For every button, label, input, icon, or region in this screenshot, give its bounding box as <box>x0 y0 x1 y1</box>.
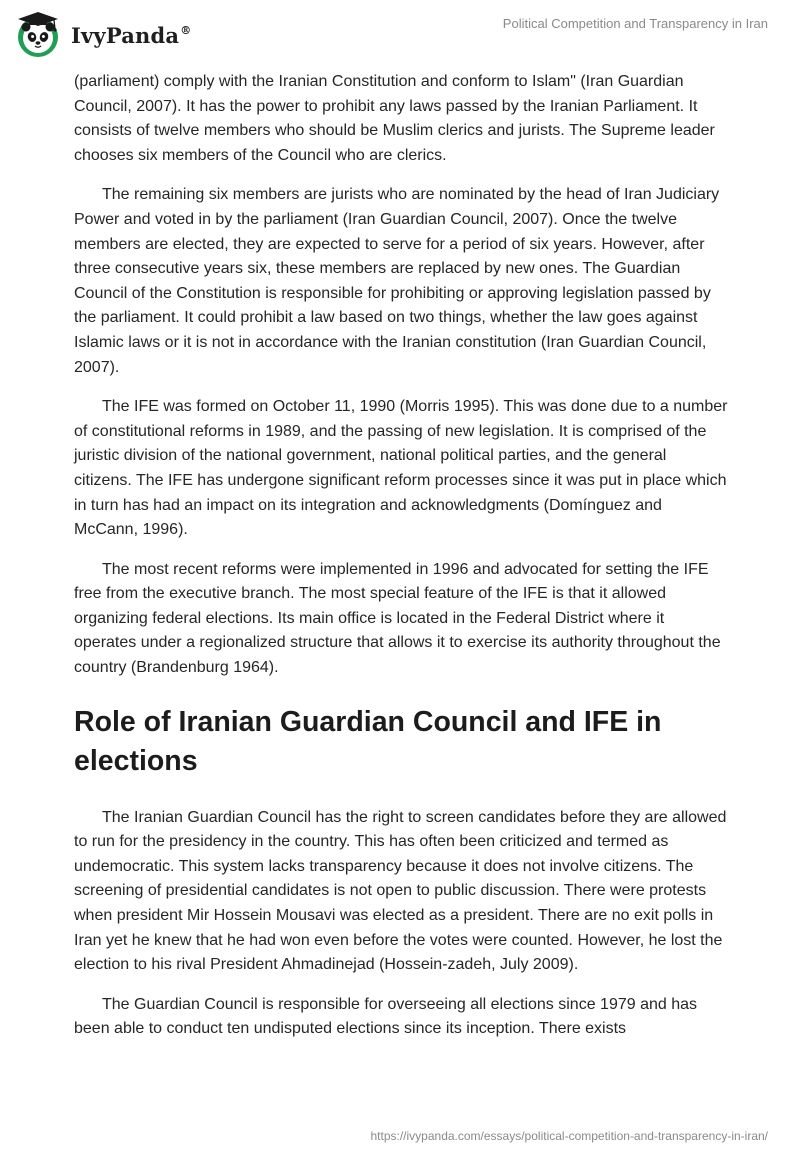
paragraph-5: The Iranian Guardian Council has the right to screen candidates before they are allowed to run for the presidency in the country. This has often been criticized and termed as undemocratic. This system lacks transparency because it does not involve citizens. The screening of presidential candidates is not open to public discussion. There were protests when president Mir Hossein Mousavi was elected as a president. There are no exit polls in Iran yet he knew that he had won even before the votes were counted. However, he lost the election to his rival President Ahmadinejad (Hossein-zadeh, July 2009). <box>74 808 727 974</box>
brand-name: IvyPanda® <box>71 22 192 48</box>
paragraph-1: (parliament) comply with the Iranian Constitution and conform to Islam" (Iran Guardian Council, 2007). It has the power to prohibit any laws passed by the Iranian Parliament. It consists of twelve members who should be Muslim clerics and jurists. The Supreme leader chooses six members of the Council who are clerics. <box>74 73 715 164</box>
paragraph-4: The most recent reforms were implemented in 1996 and advocated for setting the IFE free from the executive branch. The most special feature of the IFE is that it allowed organizing federal elections. Its main office is located in the Federal District where it operates under a regionalized structure that allows it to exercise its authority throughout the country (Brandenburg 1964). <box>74 560 721 677</box>
paragraph-2: The remaining six members are jurists who are nominated by the head of Iran Judiciary Power and voted in by the parliament (Iran Guardian Council, 2007). Once the twelve members are elected, they are expected to serve for a period of six years. However, after three consecutive years six, these members are replaced by new ones. The Guardian Council of the Constitution is responsible for prohibiting or approving legislation passed by the parliament. It could prohibit a law based on two things, whether the law goes against Islamic laws or it is not in accordance with the Iranian constitution (Iran Guardian Council, 2007). <box>74 186 720 376</box>
registered-mark: ® <box>180 23 192 37</box>
essay-body <box>74 70 728 1057</box>
section-heading: Role of Iranian Guardian Council and IFE in elections <box>74 705 662 777</box>
paragraph-3: The IFE was formed on October 11, 1990 (Morris 1995). This was done due to a number of constitutional reforms in 1989, and the passing of new legislation. It is comprised of the juristic division of the national government, national political parties, and the general citizens. The IFE has undergone significant reform processes since it was put in place which in turn has had an impact on its integration and acknowledgments (Domínguez and McCann, 1996). <box>74 398 728 539</box>
page-header <box>0 0 800 60</box>
source-url-link[interactable]: https://ivypanda.com/essays/political-competition-and-transparency-in-iran/ <box>370 1129 768 1143</box>
paragraph-6: The Guardian Council is responsible for overseeing all elections since 1979 and has been able to conduct ten undisputed elections since its inception. There exists <box>74 995 698 1038</box>
document-title: Political Competition and Transparency in Iran <box>502 16 768 31</box>
ivypanda-logo[interactable] <box>14 8 191 60</box>
panda-graduate-icon <box>14 8 66 60</box>
